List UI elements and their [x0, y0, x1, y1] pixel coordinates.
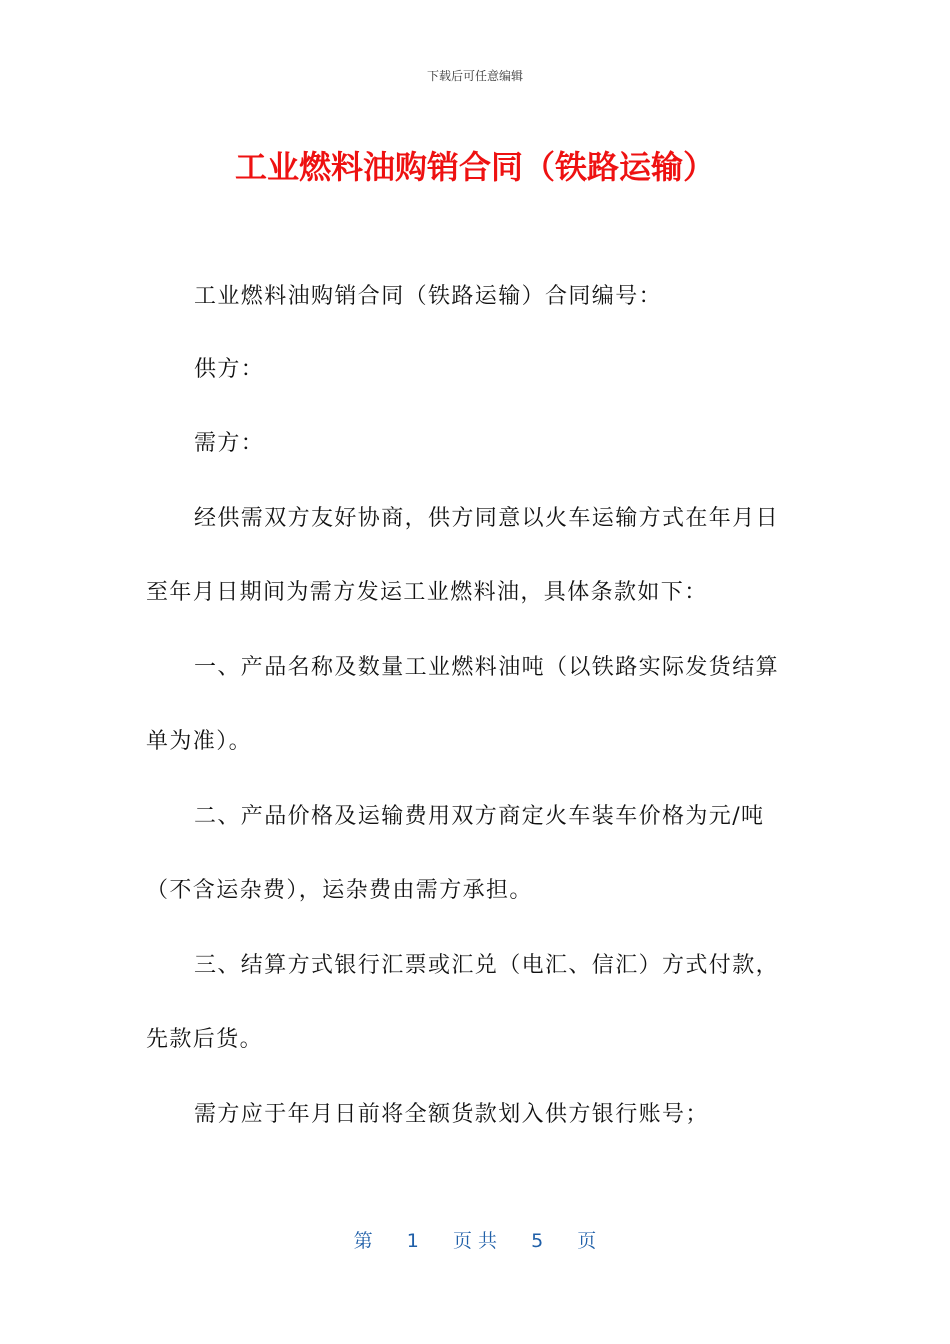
body-line-intro-1: 经供需双方友好协商，供方同意以火车运输方式在年月日 [194, 506, 780, 531]
page-footer [0, 1226, 950, 1253]
body-line-clause-2a: 二、产品价格及运输费用双方商定火车装车价格为元/吨 [194, 804, 765, 829]
body-line-buyer: 需方： [194, 431, 265, 456]
footer-total-label: 页 共 [452, 1230, 498, 1252]
body-line-intro-2: 至年月日期间为需方发运工业燃料油，具体条款如下： [146, 580, 708, 605]
body-line-clause-1b: 单为准）。 [146, 729, 253, 754]
header-note: 下载后可任意编辑 [426, 69, 523, 83]
footer-page-label: 第 [353, 1230, 373, 1252]
footer-total-pages: 5 [531, 1230, 544, 1252]
document-title: 工业燃料油购销合同（铁路运输） [234, 148, 715, 186]
body-line-clause-1a: 一、产品名称及数量工业燃料油吨（以铁路实际发货结算 [194, 655, 780, 680]
footer-end-label: 页 [577, 1230, 597, 1252]
footer-current-page: 1 [406, 1230, 419, 1252]
body-line-payment: 需方应于年月日前将全额货款划入供方银行账号； [194, 1102, 709, 1127]
body-line-clause-2b: （不含运杂费），运杂费由需方承担。 [146, 878, 533, 903]
body-line-contract-number: 工业燃料油购销合同（铁路运输）合同编号： [194, 284, 663, 309]
body-line-supplier: 供方： [194, 357, 265, 382]
body-line-clause-3b: 先款后货。 [146, 1027, 264, 1052]
body-line-clause-3a: 三、结算方式银行汇票或汇兑（电汇、信汇）方式付款， [194, 953, 780, 978]
